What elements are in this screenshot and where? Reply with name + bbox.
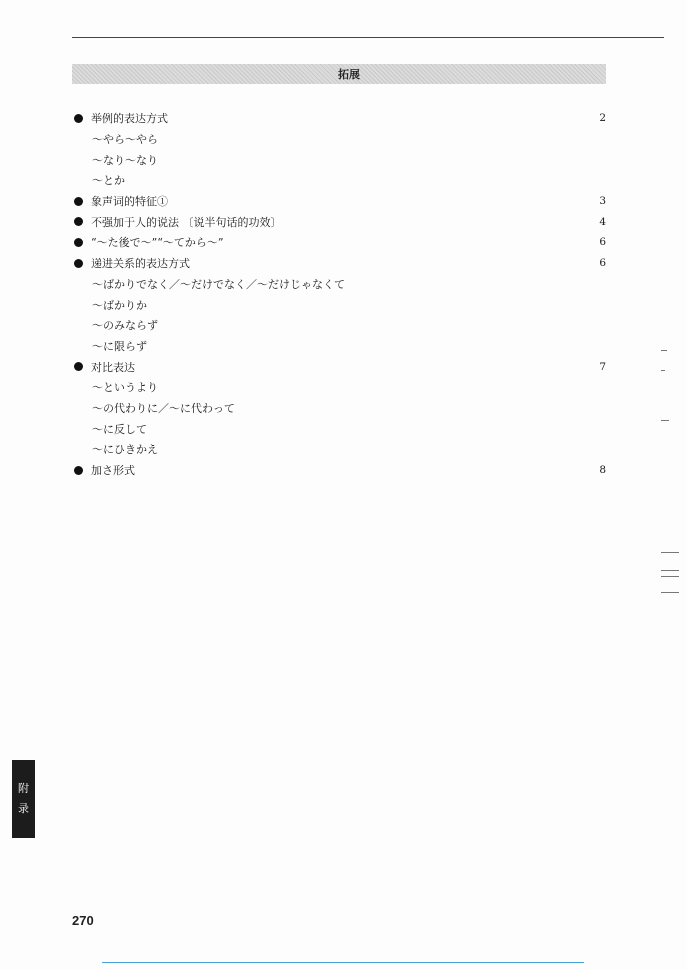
bullet-icon: [74, 362, 83, 371]
toc-subentry: [72, 377, 606, 398]
toc-entry-label: “～た後で～”“～てから～”: [91, 236, 224, 250]
page-number: 270: [72, 913, 94, 928]
toc-subentry-label: ～にひきかえ: [92, 443, 158, 457]
bullet-icon: [74, 259, 83, 268]
top-rule: [72, 37, 664, 38]
toc-entry: [72, 191, 606, 212]
toc-entry-page: 3: [599, 195, 606, 208]
toc-subentry-label: ～というより: [92, 381, 158, 395]
toc-subentry-label: ～ばかりか: [92, 298, 147, 312]
table-of-contents: [72, 108, 606, 480]
toc-entry: [72, 211, 606, 232]
toc-entry-page: 6: [599, 236, 606, 249]
section-title: 拓展: [338, 68, 360, 81]
toc-entry-label: 举例的表达方式: [91, 112, 168, 126]
toc-subentry: [72, 149, 606, 170]
toc-subentry-label: ～の代わりに／～に代わって: [92, 401, 235, 415]
toc-entry-page: 2: [599, 112, 606, 125]
toc-subentry-label: ～やら～やら: [92, 133, 158, 147]
toc-subentry-label: ～のみならず: [92, 319, 158, 333]
toc-entry-label: 加さ形式: [91, 464, 135, 478]
toc-entry-label: 递进关系的表达方式: [91, 257, 190, 271]
toc-subentry: [72, 294, 606, 315]
toc-subentry: [72, 170, 606, 191]
toc-entry: [72, 460, 606, 481]
toc-subentry: [72, 418, 606, 439]
toc-subentry: [72, 315, 606, 336]
toc-entry-page: 8: [599, 464, 606, 477]
toc-entry: [72, 232, 606, 253]
toc-subentry-label: ～なり～なり: [92, 153, 158, 167]
toc-subentry: [72, 336, 606, 357]
toc-entry: [72, 108, 606, 129]
toc-subentry: [72, 274, 606, 295]
bullet-icon: [74, 238, 83, 247]
toc-subentry: [72, 439, 606, 460]
bullet-icon: [74, 466, 83, 475]
toc-entry-label: 象声词的特征①: [91, 195, 168, 209]
scan-edge-marks: [661, 340, 681, 600]
toc-subentry: [72, 398, 606, 419]
bullet-icon: [74, 197, 83, 206]
side-tab-char-2: 录: [18, 802, 29, 815]
toc-subentry-label: ～ばかりでなく／～だけでなく／～だけじゃなくて: [92, 277, 345, 291]
toc-subentry-label: ～に限らず: [92, 339, 147, 353]
toc-entry-label: 对比表达: [91, 360, 135, 374]
toc-entry: [72, 356, 606, 377]
toc-entry-page: 7: [599, 360, 606, 373]
side-tab-char-1: 附: [18, 782, 29, 795]
toc-entry-label: 不强加于人的说法 〔说半句话的功效〕: [91, 215, 282, 229]
toc-entry-page: 6: [599, 257, 606, 270]
toc-entry-page: 4: [599, 215, 606, 228]
section-header-band: [72, 64, 606, 84]
toc-subentry-label: ～に反して: [92, 422, 147, 436]
bottom-rule: [102, 962, 584, 963]
toc-entry: [72, 253, 606, 274]
bullet-icon: [74, 114, 83, 123]
appendix-side-tab: [12, 760, 35, 838]
toc-subentry-label: ～とか: [92, 174, 125, 188]
toc-subentry: [72, 129, 606, 150]
bullet-icon: [74, 217, 83, 226]
